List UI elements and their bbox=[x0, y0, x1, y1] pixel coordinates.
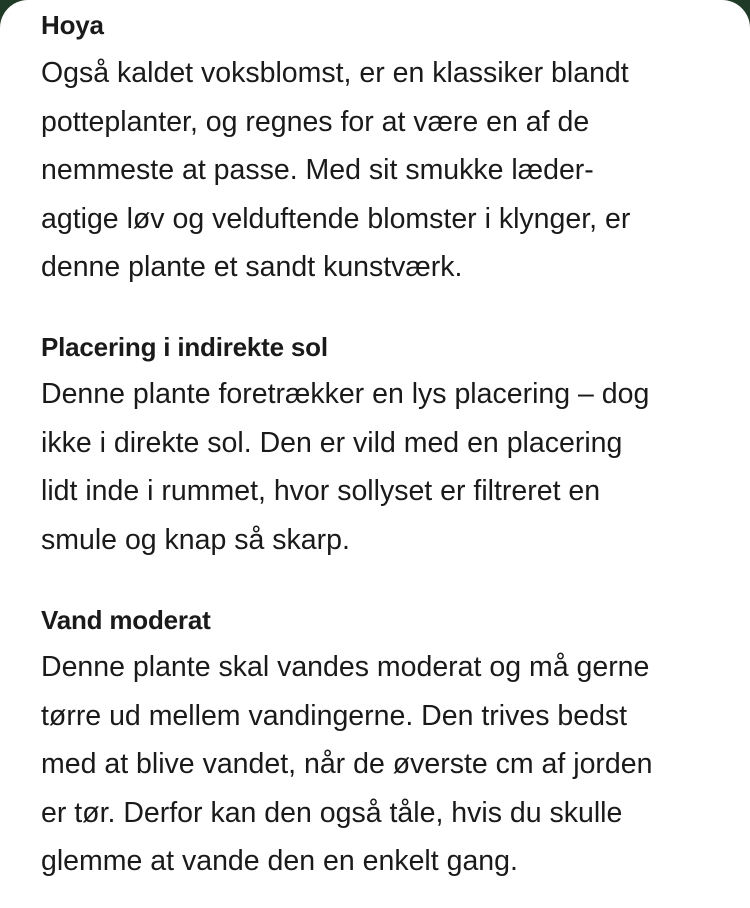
body-line: med at blive vandet, når de øverste cm af jorden bbox=[41, 748, 653, 780]
body-line: smule og knap så skarp. bbox=[41, 523, 350, 556]
body-line: Denne plante foretrækker en lys placering – dog bbox=[41, 378, 650, 410]
section-body bbox=[41, 643, 720, 886]
section-placement bbox=[41, 330, 720, 564]
section-heading: Hoya bbox=[41, 10, 104, 40]
body-line: lidt inde i rummet, hvor sollyset er filtreret en bbox=[41, 475, 601, 507]
section-heading: Placering i indirekte sol bbox=[41, 332, 328, 362]
body-line: potteplanter, og regnes for at være en af de bbox=[41, 105, 590, 138]
body-line: ikke i direkte sol. Den er vild med en placering bbox=[41, 426, 623, 459]
section-heading: Vand moderat bbox=[41, 605, 211, 635]
section-water bbox=[41, 603, 720, 886]
body-line: Denne plante skal vandes moderat og må gerne bbox=[41, 651, 650, 683]
body-line: denne plante et sandt kunstværk. bbox=[41, 251, 463, 283]
body-line: glemme at vande den en enkelt gang. bbox=[41, 845, 518, 877]
section-body bbox=[41, 49, 720, 292]
section-body bbox=[41, 370, 720, 564]
body-line: tørre ud mellem vandingerne. Den trives bedst bbox=[41, 699, 628, 732]
body-line: nemmeste at passe. Med sit smukke læder- bbox=[41, 154, 594, 186]
section-hoya bbox=[41, 8, 720, 292]
body-line: er tør. Derfor kan den også tåle, hvis du skulle bbox=[41, 796, 623, 829]
body-line: agtige løv og velduftende blomster i klynger, er bbox=[41, 202, 631, 235]
body-line: Også kaldet voksblomst, er en klassiker blandt bbox=[41, 57, 629, 89]
